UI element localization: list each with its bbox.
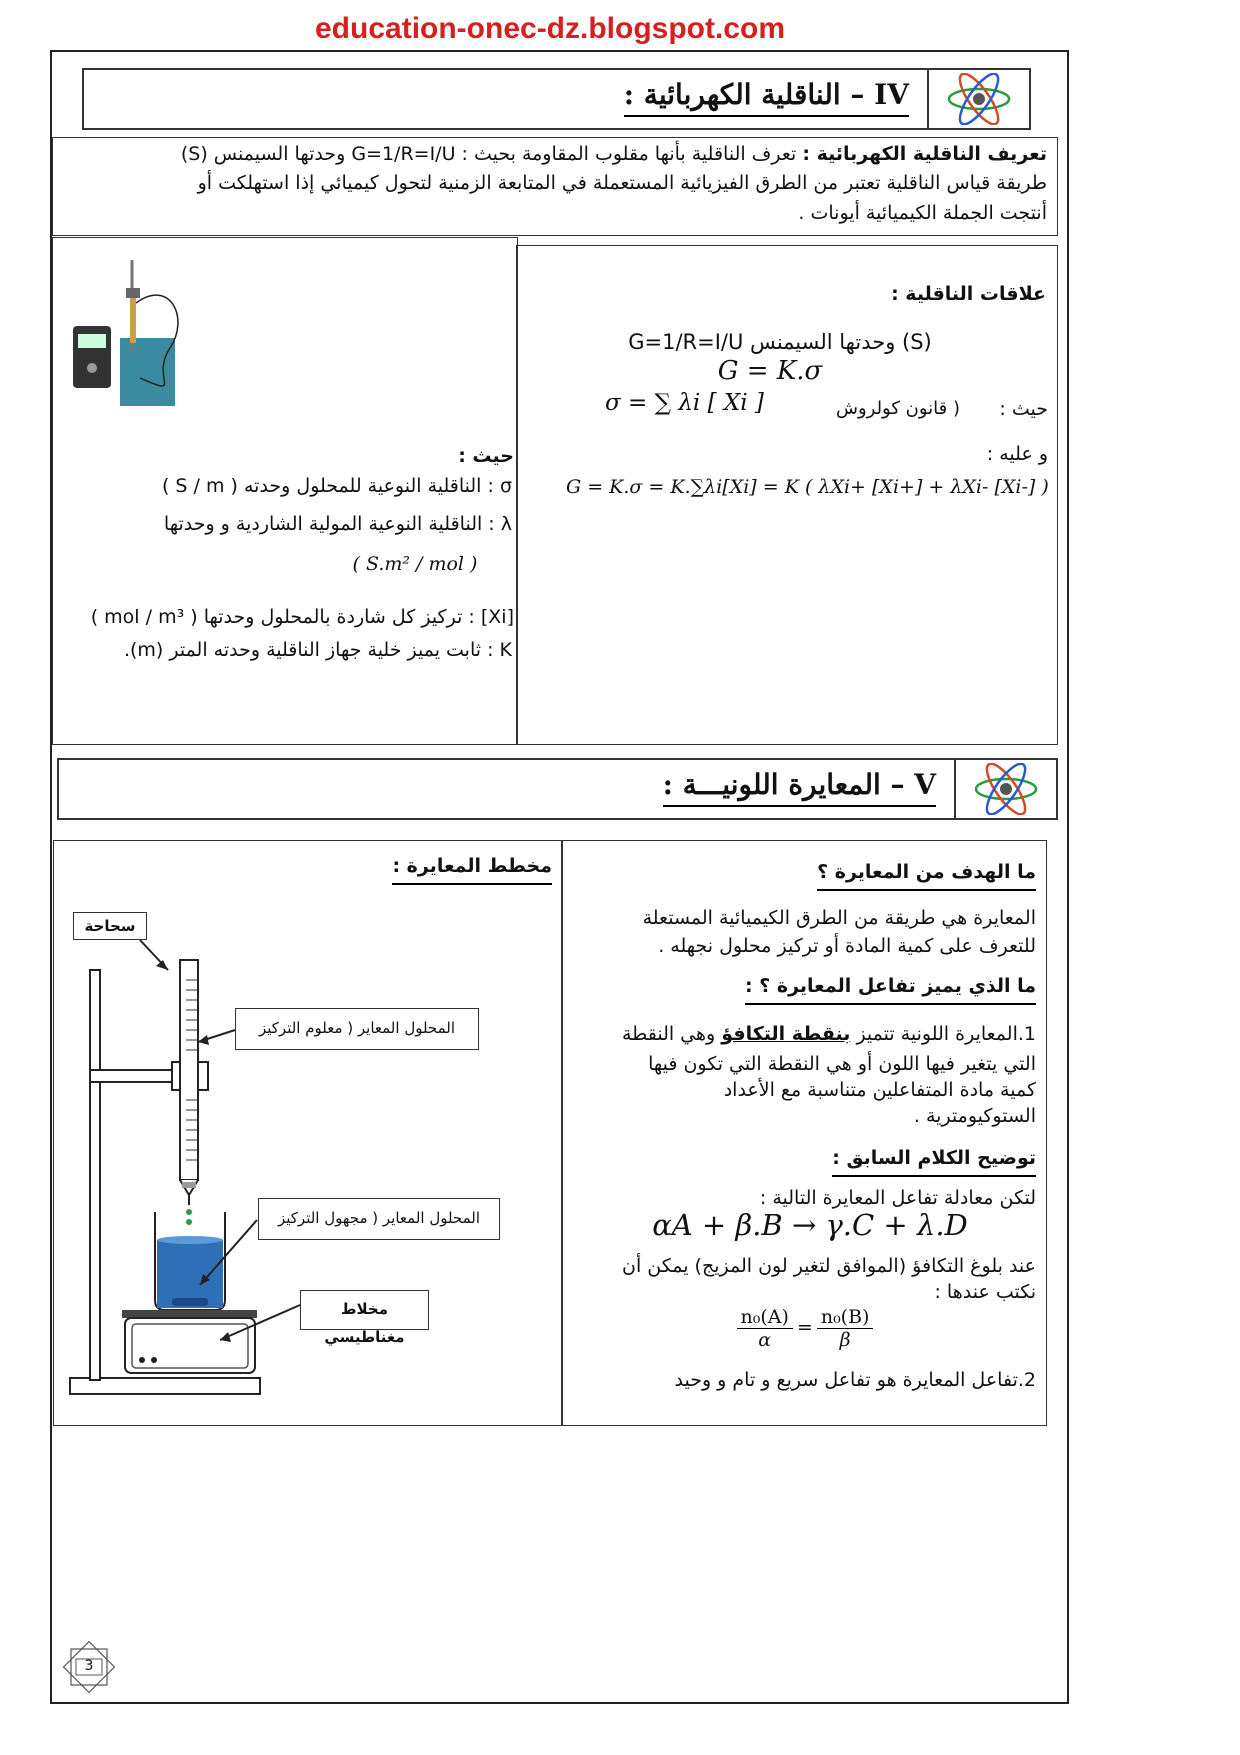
def-concentration: [Xi] : تركيز كل شاردة بالمحلول وحدتها ( mol / m³ ) — [90, 606, 514, 628]
goal-question: ما الهدف من المعايرة ؟ — [600, 858, 1036, 891]
relation-2: G = K.σ — [717, 356, 823, 386]
point-1-line-1: 1.المعايرة اللونية تتميز بنقطة التكافؤ وهي النقطة — [621, 1023, 1036, 1045]
explain-line-1: لتكن معادلة تفاعل المعايرة التالية : — [759, 1187, 1036, 1209]
point-2: 2.تفاعل المعايرة هو تفاعل سريع و تام و وحيد — [674, 1369, 1036, 1391]
definition-text: تعرف الناقلية بأنها مقلوب المقاومة بحيث : G=1/R=I/U وحدتها السيمنس (S) — [180, 143, 803, 165]
equivalence-relation — [720, 1306, 890, 1351]
explain-line-2: عند بلوغ التكافؤ (الموافق لتغير لون المزيج) يمكن أن — [622, 1255, 1036, 1277]
label-burette: سحاحة — [73, 912, 147, 940]
characteristic-question: ما الذي يميز تفاعل المعايرة ؟ : — [600, 972, 1036, 1005]
def-lambda: λ : الناقلية النوعية المولية الشاردية و وحدتها — [163, 513, 512, 535]
frac1-denominator: α — [758, 1329, 772, 1351]
section4-header — [82, 68, 1031, 130]
def-sigma: σ : الناقلية النوعية للمحلول وحدته ( S / m ) — [161, 475, 512, 497]
relations-title: علاقات الناقلية : — [891, 283, 1046, 305]
frac2-denominator: β — [839, 1329, 851, 1351]
explain-title: توضيح الكلام السابق : — [700, 1144, 1036, 1177]
definition-line-2: طريقة قياس الناقلية تعتبر من الطرق الفيزيائية المستعملة في المتابعة الزمنية لتحول كيميائي إذا استهلكت أو — [197, 172, 1047, 195]
titration-diagram — [60, 890, 500, 1410]
label-unknown-solution: المحلول المعاير ( مجهول التركيز — [258, 1198, 500, 1240]
section4-title: IV – الناقلية الكهربائية : — [624, 78, 909, 117]
point-1-line-2: التي يتغير فيها اللون أو هي النقطة التي تكون فيها — [648, 1053, 1036, 1075]
frac2-numerator: n₀(B) — [817, 1306, 874, 1329]
where-left: حيث : — [458, 445, 514, 467]
diagram-title: مخطط المعايرة : — [320, 852, 552, 885]
goal-answer-2: للتعرف على كمية المادة أو تركيز محلول نجهله . — [658, 935, 1036, 957]
point-1-line-4: الستوكيومترية . — [913, 1105, 1036, 1127]
label-magnetic-stirrer: مخلاط مغناطيسي — [300, 1290, 429, 1330]
conductivity-meter-image — [70, 258, 200, 408]
def-lambda-unit: ( S.m² / mol ) — [352, 553, 478, 575]
definition-box — [52, 137, 1058, 236]
therefore: و عليه : — [986, 443, 1048, 465]
relation-4: G = K.σ = K.∑λi[Xi] = K ( λXi+ [Xi+] + λXi- [Xi-] ) — [566, 476, 1049, 498]
relation-3-formula: σ = ∑ λi [ Xi ] — [605, 390, 764, 416]
explain-line-3: نكتب عندها : — [934, 1281, 1036, 1303]
section5-header — [57, 758, 1058, 820]
goal-answer-1: المعايرة هي طريقة من الطرق الكيميائية المستعلة — [642, 907, 1036, 929]
relation-1: G=1/R=I/U وحدتها السيمنس (S) — [628, 330, 932, 354]
equal-sign: = — [796, 1316, 813, 1339]
definition-label: تعريف الناقلية الكهربائية : — [802, 143, 1047, 165]
titration-equation: αA + β.B → γ.C + λ.D — [652, 1208, 968, 1242]
atom-logo-icon — [927, 70, 1029, 128]
point-1-line-3: كمية مادة المتفاعلين متناسبة مع الأعداد — [723, 1079, 1036, 1101]
frac1-numerator: n₀(A) — [737, 1306, 793, 1329]
atom-logo-icon — [954, 760, 1056, 818]
def-K: K : ثابت يميز خلية جهاز الناقلية وحدته المتر (m). — [123, 639, 512, 661]
where-right: حيث : — [999, 398, 1048, 420]
definition-line-1 — [63, 140, 1047, 169]
site-url: education-onec-dz.blogspot.com — [315, 12, 785, 45]
label-known-solution: المحلول المعاير ( معلوم التركيز — [235, 1008, 479, 1050]
relation-3-label: ( قانون كولروش — [835, 398, 960, 419]
definition-line-3: أنتجت الجملة الكيميائية أيونات . — [798, 201, 1047, 224]
page-number: 3 — [84, 1658, 94, 1674]
section5-title: V – المعايرة اللونيـــة : — [663, 768, 936, 807]
